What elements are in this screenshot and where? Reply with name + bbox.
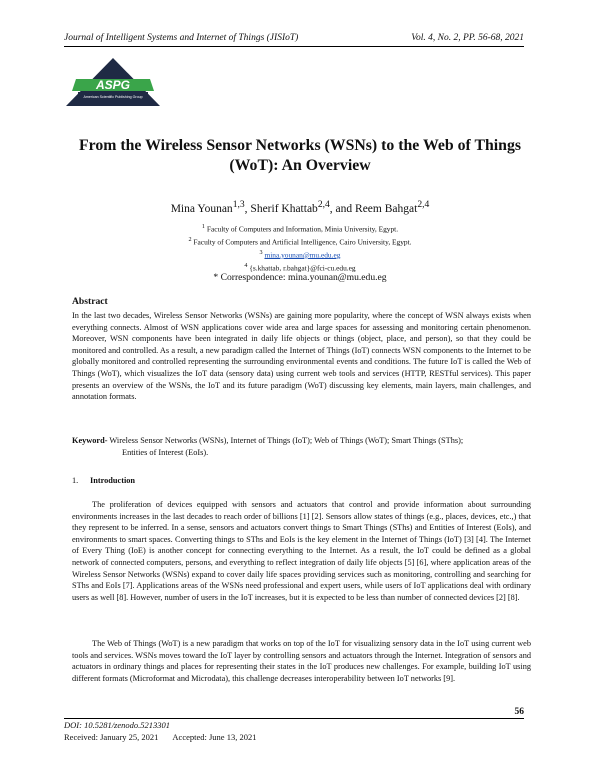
correspondence: * Correspondence: mina.younan@mu.edu.eg	[213, 272, 387, 283]
intro-paragraph-2: The Web of Things (WoT) is a new paradigm that works on top of the IoT for visualizing sensory data in the IoT using current web tools and services. WSNs moves toward the IoT layer by controlling sensors and actuators through the Internet. Integration of sensors and actuators in ordinary things and places for representing their states in the IoT produces new challenges. For example, building IoT using different formats (Microformat and Microdata), this challenge decreases interoperability between IoT networks [9].	[72, 639, 531, 683]
affiliation-marker: 1	[201, 224, 205, 230]
abstract-heading: Abstract	[72, 296, 108, 307]
keywords-label: Keyword-	[72, 436, 108, 445]
affiliation-2	[64, 235, 536, 248]
logo-text: ASPG	[95, 78, 131, 92]
author-separator: , and	[329, 202, 356, 215]
section-number: 1.	[72, 476, 79, 485]
intro-paragraph-1: The proliferation of devices equipped with sensors and actuators that control and provide information about surrounding environments increases in the last decades to reach order of billions [1] [2]. Sensors allow states of things (e.g., places, devices, etc.,) that they represent to be inferred. In a sense, sensors and actuators convert things to Smart Things (SThs) and Entities of Interest (EoIs), and environments to smart spaces. Converting things to SThs and EoIs is the key element in the Internet of Things (IoT) [3] [4]. The Internet of Every Thing (IoE) is another concept for connecting everything to the Internet. As a result, the IoT could be defined as a global network of connected computers, persons, and everything to reflect integration of daily life objects [5] [6], where application areas of the Wireless Sensor Networks (WSNs) expand to cover daily life spaces providing services such as monitoring, controlling and searching for SThs and EoIs [7]. Applications areas of the WSNs need professional and expert users, while users of IoT applications deal with ordinary users as well [8]. However, number of users in the IoT increases, but it is expected to be less than number of connected devices [2] [8].	[72, 500, 531, 602]
author-2: Sherif Khattab	[250, 202, 318, 215]
affiliations	[64, 222, 536, 274]
affiliation-marker: 2	[188, 236, 192, 243]
affiliation-text: Faculty of Computers and Information, Minia University, Egypt.	[206, 224, 399, 234]
section-heading	[72, 476, 135, 485]
section-title: Introduction	[90, 476, 136, 485]
affiliation-1	[64, 222, 536, 235]
keywords	[72, 435, 531, 458]
journal-name: Journal of Intelligent Systems and Internet of Things (JISIoT)	[64, 33, 299, 43]
paper-title: From the Wireless Sensor Networks (WSNs) to the Web of Things (WoT): An Overview	[78, 137, 522, 174]
author-3-affil: 2,4	[417, 199, 430, 210]
author-2-affil: 2,4	[317, 199, 330, 210]
affiliation-marker: 4	[244, 262, 248, 269]
affiliation-text: Faculty of Computers and Artificial Intelligence, Cairo University, Egypt.	[193, 237, 412, 247]
author-separator: ,	[244, 202, 251, 215]
author-3: Reem Bahgat	[355, 202, 418, 215]
doi: DOI: 10.5281/zenodo.5213301	[64, 720, 171, 730]
abstract-text: In the last two decades, Wireless Sensor Networks (WSNs) are gaining more popularity, where the concept of WSN always exists when everything connects. Almost of WSN applications cover wide area and large spaces for assessing and monitoring certain phenomenon. Moreover, WSN components have been integrated in daily life objects or things (object, place, and person), so that they could be monitored and controlled. As a result, a new paradigm called the Internet of Things (IoT) connects WSN components to the Internet to be globally monitored and controlled representing the surrounding environmental events and conditions. The future IoT is called the Web of Things (WoT), which visualizes the IoT data (sensory data) using current web tools and services (HTTP, RESTful services). This paper presents an overview of the WSNs, the IoT and its future paradigm (WoT) discussing key elements, main layers, main challenges, and annotation formats.	[72, 311, 531, 402]
footer-divider	[64, 718, 524, 719]
page-number: 56	[514, 707, 524, 717]
affiliation-text: {s.khattab, r.bahgat}@fci-cu.edu.eg	[249, 263, 356, 273]
author-list	[64, 199, 536, 215]
accepted-date: Accepted: June 13, 2021	[172, 732, 257, 742]
author-1-affil: 1,3	[232, 199, 245, 210]
logo-subtitle: American Scientific Publishing Group	[83, 95, 143, 99]
received-date: Received: January 25, 2021	[64, 732, 159, 742]
affiliation-marker: 3	[259, 249, 263, 256]
author-email-link[interactable]: mina.younan@mu.edu.eg	[264, 250, 341, 260]
volume-info: Vol. 4, No. 2, PP. 56-68, 2021	[411, 33, 524, 43]
keywords-line-1: Wireless Sensor Networks (WSNs), Internet of Things (IoT); Web of Things (WoT); Smart Things (SThs);	[107, 436, 464, 445]
keywords-line-2: Entities of Interest (EoIs).	[122, 447, 209, 457]
aspg-logo	[64, 57, 162, 107]
affiliation-3	[64, 248, 536, 261]
header-divider	[64, 46, 524, 47]
dates	[64, 732, 256, 742]
author-1: Mina Younan	[170, 202, 233, 215]
